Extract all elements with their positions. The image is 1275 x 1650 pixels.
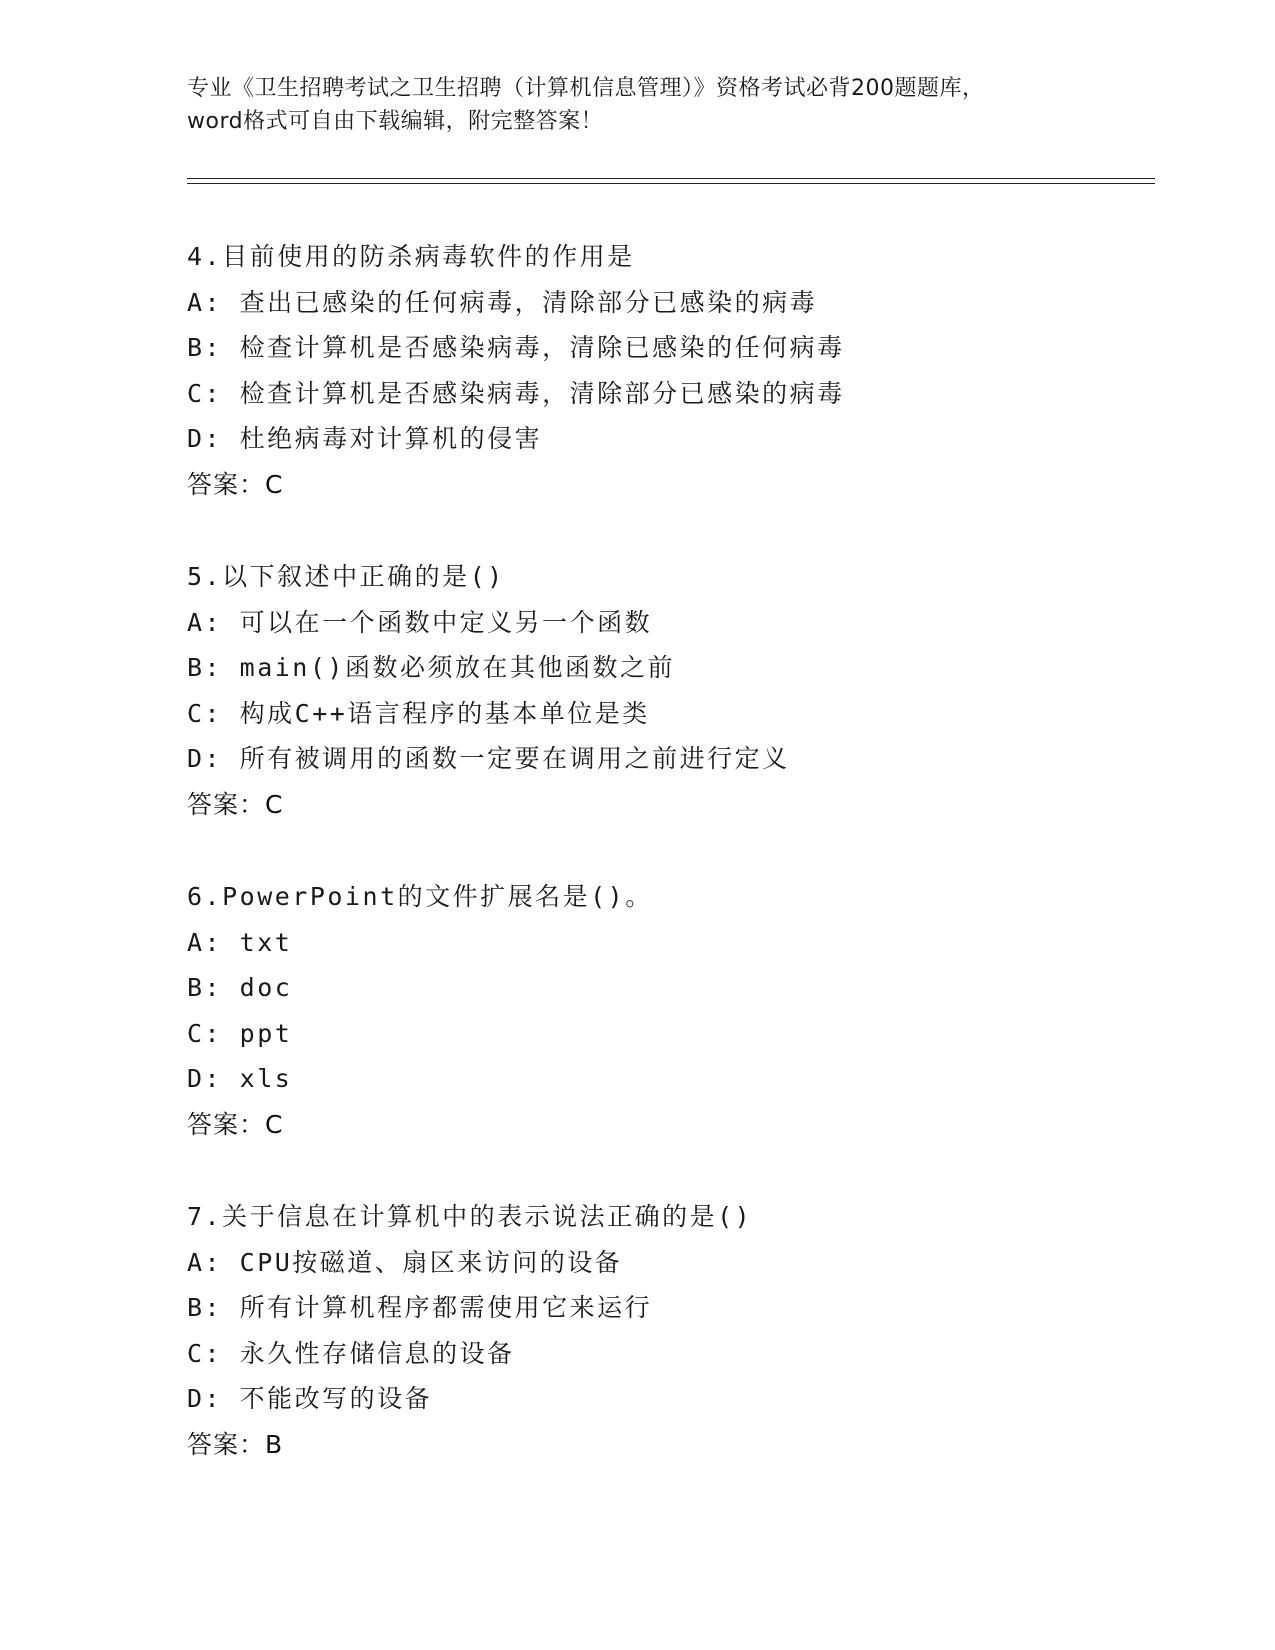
- question-list: [187, 234, 1187, 1514]
- question-6: [187, 874, 1187, 1147]
- option-b: B: main()函数必须放在其他函数之前: [187, 653, 675, 682]
- question-stem: 7.关于信息在计算机中的表示说法正确的是(): [187, 1202, 753, 1231]
- option-d: D: 不能改写的设备: [187, 1384, 433, 1413]
- option-c: C: 永久性存储信息的设备: [187, 1338, 515, 1368]
- question-4: [187, 234, 1187, 507]
- answer-label: 答案：B: [187, 1429, 284, 1459]
- option-b: B: 检查计算机是否感染病毒，清除已感染的任何病毒: [187, 333, 845, 362]
- answer-label: 答案：C: [187, 1109, 284, 1139]
- option-c: C: 检查计算机是否感染病毒，清除部分已感染的病毒: [187, 378, 845, 408]
- question-stem: 5.以下叙述中正确的是(): [187, 562, 505, 591]
- question-stem: 4.目前使用的防杀病毒软件的作用是: [187, 242, 635, 271]
- option-d: D: xls: [187, 1064, 293, 1093]
- option-a: A: txt: [187, 927, 293, 957]
- document-header: [187, 72, 1087, 138]
- answer-label: 答案：C: [187, 789, 284, 819]
- option-a: A: CPU按磁道、扇区来访问的设备: [187, 1247, 623, 1277]
- option-d: D: 杜绝病毒对计算机的侵害: [187, 424, 543, 453]
- option-b: B: 所有计算机程序都需使用它来运行: [187, 1293, 653, 1322]
- option-c: C: ppt: [187, 1018, 293, 1048]
- header-divider-top: [187, 178, 1155, 179]
- header-line-2: word格式可自由下载编辑，附完整答案！: [187, 109, 604, 134]
- question-stem: 6.PowerPoint的文件扩展名是()。: [187, 882, 653, 911]
- option-d: D: 所有被调用的函数一定要在调用之前进行定义: [187, 744, 790, 773]
- header-divider-bottom: [187, 183, 1155, 184]
- option-a: A: 查出已感染的任何病毒，清除部分已感染的病毒: [187, 287, 818, 317]
- answer-label: 答案：C: [187, 469, 284, 499]
- option-a: A: 可以在一个函数中定义另一个函数: [187, 607, 653, 637]
- option-b: B: doc: [187, 973, 293, 1002]
- question-5: [187, 554, 1187, 827]
- header-line-1: 专业《卫生招聘考试之卫生招聘（计算机信息管理）》资格考试必背200题题库，: [187, 76, 985, 101]
- option-c: C: 构成C++语言程序的基本单位是类: [187, 698, 650, 728]
- question-7: [187, 1194, 1187, 1467]
